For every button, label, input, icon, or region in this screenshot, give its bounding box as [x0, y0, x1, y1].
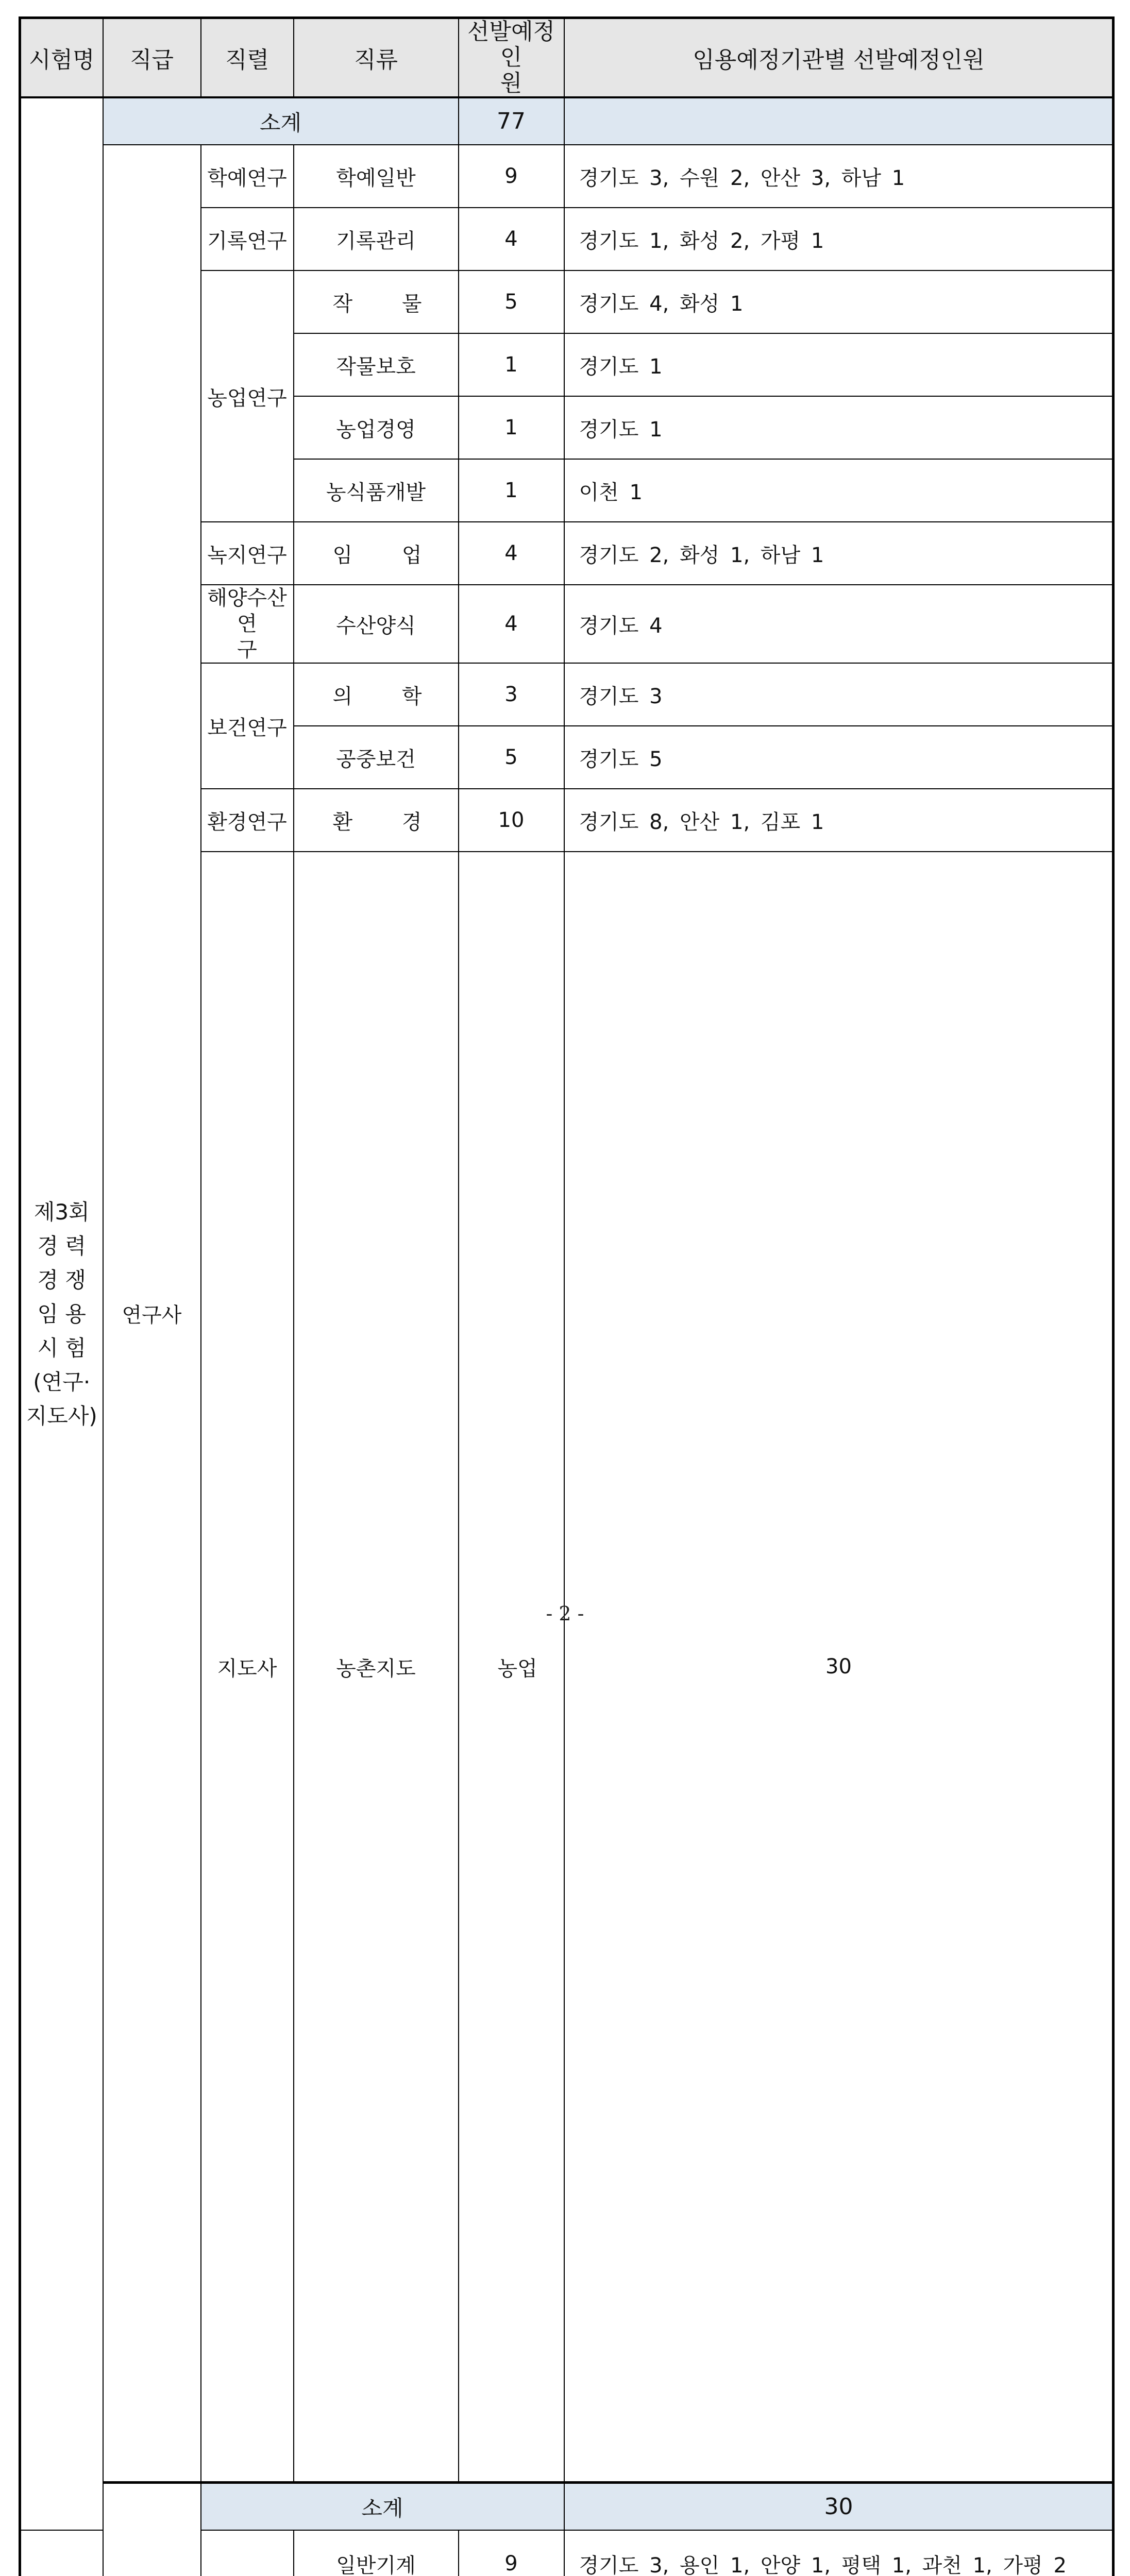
count-cell: 30 [564, 852, 1114, 2483]
category-cell: 의 학 [294, 663, 459, 726]
header-count-line2: 인 원 [459, 45, 564, 96]
category-cell: 농 업 [459, 852, 564, 2483]
category-cell: 공중보건 [294, 726, 459, 789]
agency-cell: 경기도 3, 수원 2, 안산 3, 하남 1 [564, 145, 1114, 208]
agency-cell: 경기도 3 [564, 663, 1114, 726]
series-cell: 보건연구 [201, 663, 294, 789]
table-row [20, 145, 1114, 208]
agency-cell: 이천 1 [564, 459, 1114, 522]
category-cell: 환 경 [294, 789, 459, 852]
series-cell: 기록연구 [201, 208, 294, 270]
agency-cell: 경기도 1 [564, 396, 1114, 459]
category-cell: 수산양식 [294, 585, 459, 663]
agency-cell: 경기도 5 [564, 726, 1114, 789]
agency-cell: 경기도 1 [564, 333, 1114, 396]
section3-subtotal-row [20, 97, 1114, 145]
count-cell: 5 [459, 726, 564, 789]
series-cell: 농업연구 [201, 270, 294, 522]
section3-subtotal-value: 77 [459, 97, 564, 145]
header-category: 직류 [294, 18, 459, 98]
category-cell: 작물보호 [294, 333, 459, 396]
series-cell [201, 2530, 294, 2576]
section3-exam-name: 제3회 경 력 경 쟁 임 용 시 험 (연구· 지도사) [20, 97, 103, 2530]
count-cell: 9 [459, 2530, 564, 2576]
header-series: 직렬 [201, 18, 294, 98]
count-cell: 4 [459, 208, 564, 270]
series-cell: 학예연구 [201, 145, 294, 208]
series-cell: 녹지연구 [201, 522, 294, 585]
category-cell: 농식품개발 [294, 459, 459, 522]
category-cell: 기록관리 [294, 208, 459, 270]
count-cell: 1 [459, 396, 564, 459]
header-count [459, 18, 564, 98]
header-row [20, 18, 1114, 98]
category-cell: 작 물 [294, 270, 459, 333]
grade-9 [20, 2530, 103, 2576]
category-cell: 임 업 [294, 522, 459, 585]
agency-cell: 경기도 3, 용인 1, 안양 1, 평택 1, 과천 1, 가평 2 [564, 2530, 1114, 2576]
count-cell: 5 [459, 270, 564, 333]
recruitment-table [19, 16, 1115, 2576]
header-agency: 임용예정기관별 선발예정인원 [564, 18, 1114, 98]
count-cell: 9 [459, 145, 564, 208]
category-cell: 학예일반 [294, 145, 459, 208]
section4-subtotal-value: 30 [564, 2483, 1114, 2531]
series-cell: 해양수산 연 구 [201, 585, 294, 663]
header-count-line1: 선발예정 [459, 19, 564, 45]
category-cell: 일반기계 [294, 2530, 459, 2576]
count-cell: 10 [459, 789, 564, 852]
count-cell: 1 [459, 333, 564, 396]
count-cell: 3 [459, 663, 564, 726]
section4-exam-name [103, 2483, 201, 2576]
series-cell: 환경연구 [201, 789, 294, 852]
header-grade: 직급 [103, 18, 201, 98]
count-cell: 4 [459, 585, 564, 663]
series-cell: 농촌지도 [294, 852, 459, 2483]
count-cell: 4 [459, 522, 564, 585]
agency-cell: 경기도 2, 화성 1, 하남 1 [564, 522, 1114, 585]
grade-instructor: 지도사 [201, 852, 294, 2483]
section4-subtotal-label: 소계 [201, 2483, 564, 2531]
grade-researcher: 연구사 [103, 145, 201, 2483]
page-number: - 2 - [0, 1602, 1130, 1625]
category-cell: 농업경영 [294, 396, 459, 459]
agency-cell: 경기도 1, 화성 2, 가평 1 [564, 208, 1114, 270]
section3-subtotal-label: 소계 [103, 97, 459, 145]
section4-subtotal-row [20, 2483, 1114, 2531]
agency-cell: 경기도 4, 화성 1 [564, 270, 1114, 333]
section3-subtotal-agency [564, 97, 1114, 145]
agency-cell: 경기도 8, 안산 1, 김포 1 [564, 789, 1114, 852]
count-cell: 1 [459, 459, 564, 522]
header-exam: 시험명 [20, 18, 103, 98]
agency-cell: 경기도 4 [564, 585, 1114, 663]
